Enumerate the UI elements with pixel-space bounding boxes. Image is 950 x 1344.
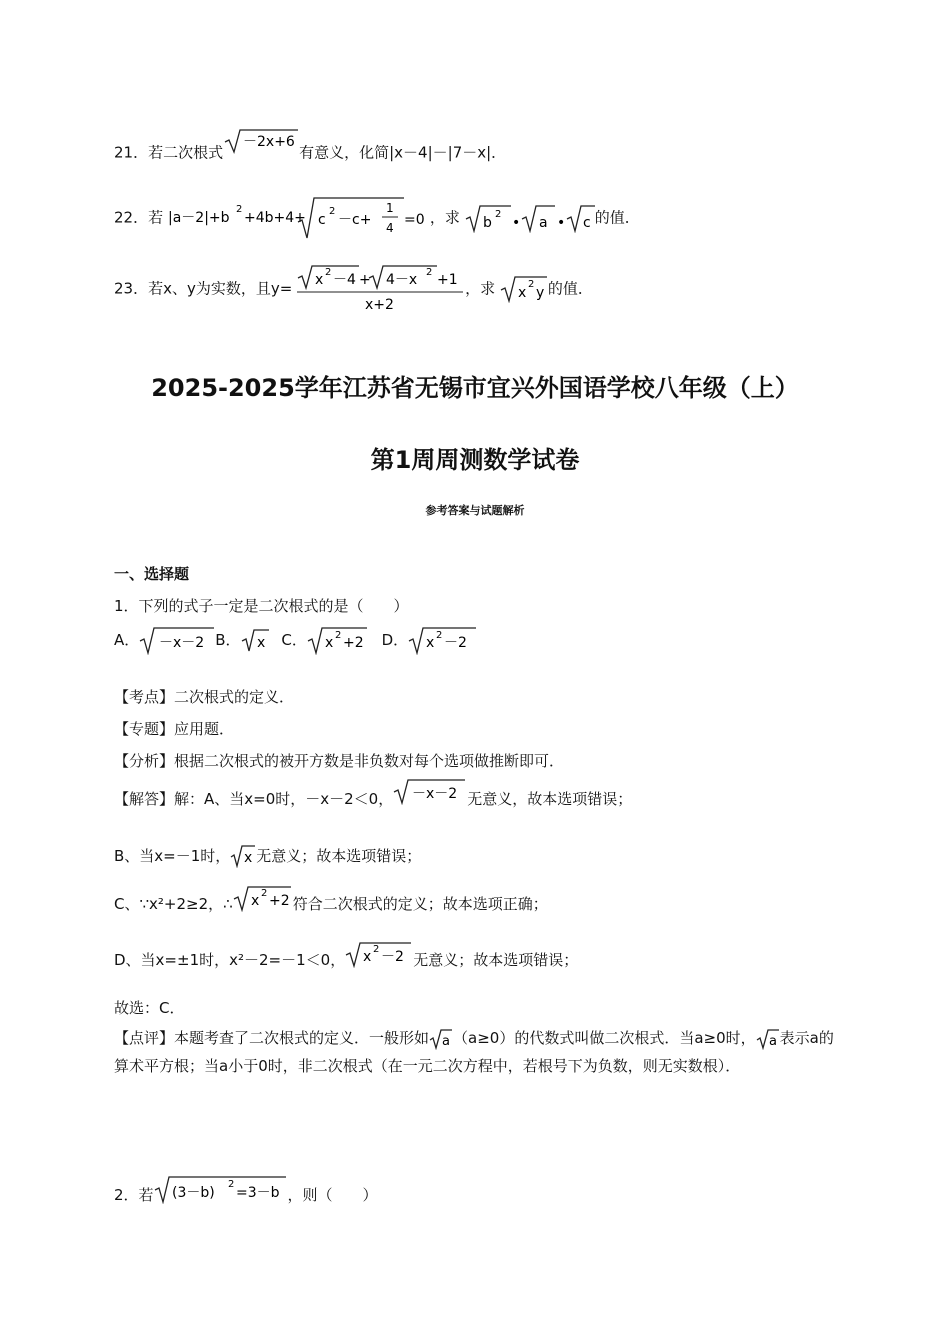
radicand: a [768, 1033, 777, 1049]
question-2 [114, 1180, 378, 1210]
answer-radical [345, 940, 413, 968]
radicand: x [324, 635, 334, 651]
question-text: ，则（ ） [287, 1186, 378, 1204]
comment-text: （a≥0）的代数式叫做二次根式．当a≥0时， [453, 1029, 756, 1047]
radicand-rest: +2 [268, 893, 290, 909]
radical-graphic [154, 1174, 288, 1204]
problem-text: ，求 [429, 208, 460, 227]
option-c-expression [307, 625, 369, 655]
option-a-expression [139, 625, 215, 655]
exponent: 2 [527, 279, 535, 290]
section-heading: 一、选择题 [114, 565, 190, 583]
zhuanti: 【专题】应用题． [114, 720, 235, 738]
comment-radical [756, 1028, 780, 1050]
radicand: a [442, 1033, 450, 1049]
radical-sign-icon [567, 206, 595, 231]
radicand-rest: －2 [444, 635, 468, 651]
answer-radical [393, 777, 467, 805]
option-c-label: C． [281, 631, 307, 649]
comment-radical [429, 1028, 453, 1050]
answer-text: 【解答】解：A、当x=0时，－x－2＜0， [114, 790, 394, 808]
rad-rest: －c+ [337, 212, 372, 228]
radical-graphic [500, 275, 548, 303]
radical-graphic [241, 627, 271, 653]
radicand: x [250, 893, 259, 909]
dot: • [556, 215, 565, 231]
frac-num: 1 [385, 201, 394, 215]
problem-number: 23． [114, 279, 149, 298]
exponent: 2 [325, 267, 332, 278]
problem-text: 有意义，化简|x－4|－|7－x|． [299, 143, 507, 162]
product-expression [465, 203, 595, 233]
radical-graphic [429, 1028, 453, 1050]
exponent: 2 [334, 630, 342, 641]
num-rest: －4 [333, 272, 356, 288]
exponent: 2 [227, 1179, 234, 1190]
answer-text: D、当x=±1时，x²－2=－1＜0， [114, 951, 346, 969]
num-plus-1: +1 [437, 272, 458, 288]
answer-text: B、当x=－1时， [114, 847, 231, 865]
guxuan: 故选：C． [114, 999, 185, 1017]
fraction-graphic [297, 264, 465, 314]
option-b-expression [241, 627, 271, 653]
exponent: 2 [436, 630, 443, 641]
exponent: 2 [373, 944, 380, 955]
denominator: x+2 [365, 297, 395, 313]
problem-text: 若x、y为实数，且y= [148, 279, 293, 298]
answer-radical [233, 884, 293, 912]
dianping [114, 1024, 839, 1080]
product-graphic [465, 203, 595, 233]
plus: + [359, 272, 371, 288]
radical-graphic [139, 625, 215, 655]
problem-number: 21． [114, 143, 149, 162]
problem-23 [114, 264, 593, 314]
rad-y: y [535, 285, 545, 301]
exponent: 2 [426, 267, 433, 278]
question-text: 2．若 [114, 1186, 154, 1204]
equation [168, 196, 430, 240]
option-a-label: A． [114, 631, 140, 649]
jieda-b [114, 844, 421, 868]
radicand: －x－2 [159, 635, 205, 651]
radicand: (3－b) [171, 1185, 215, 1201]
expr-a: |a－2|+b [167, 210, 230, 226]
problem-text: 若二次根式 [148, 143, 224, 162]
radicand: x [363, 949, 372, 965]
page-subtitle: 参考答案与试题解析 [425, 504, 525, 517]
dot: • [511, 215, 520, 231]
radical-graphic [230, 844, 256, 868]
rad-c: c [317, 212, 326, 228]
radicand-rest: =3－b [235, 1185, 280, 1201]
radicand-rest: －2 [381, 949, 405, 965]
answer-text: 无意义；故本选项错误； [413, 951, 579, 969]
option-d-expression [408, 625, 478, 655]
answer-text: 无意义；故本选项错误； [256, 847, 422, 865]
fenxi: 【分析】根据二次根式的被开方数是非负数对每个选项做推断即可． [114, 752, 565, 770]
equation-graphic [168, 196, 430, 240]
sqrt-expression [223, 128, 299, 154]
jieda-c [114, 890, 548, 918]
radicand-rest: +2 [342, 635, 364, 651]
radicand: x [426, 635, 435, 651]
exponent: 2 [235, 204, 243, 215]
jieda-a [114, 785, 632, 813]
radical-graphic [408, 625, 478, 655]
option-d-label: D． [381, 631, 409, 649]
radicand: x [256, 635, 265, 651]
comment-text: 【点评】本题考查了二次根式的定义．一般形如 [114, 1029, 430, 1047]
eq-zero: =0 [403, 212, 425, 228]
problem-number: 22． [114, 208, 149, 227]
radical-graphic [233, 884, 293, 912]
comment-text: 表示a的算术平方根；当a小于0时，非二次根式（在一元二次方程中，若根号下为负数，则无实数根）． [114, 1029, 834, 1075]
page-title: 2025-2025学年江苏省无锡市宜兴外国语学校八年级（上） [151, 374, 799, 402]
radicand: x [244, 850, 253, 866]
option-b-label: B． [215, 631, 241, 649]
answer-text: 符合二次根式的定义；故本选项正确； [292, 895, 548, 913]
fraction-expression [297, 264, 465, 314]
radical-graphic [393, 777, 467, 805]
radical-graphic [345, 940, 413, 968]
rad-a: a [538, 215, 548, 231]
page-title-line2: 第1周周测数学试卷 [370, 446, 580, 474]
rad-c: c [582, 215, 591, 231]
num-x: x [315, 272, 324, 288]
frac-den: 4 [385, 221, 394, 235]
kaodian: 【考点】二次根式的定义． [114, 688, 295, 706]
rad-x: x [517, 285, 527, 301]
exponent: 2 [494, 209, 502, 220]
radical-graphic [307, 625, 369, 655]
problem-text: ，求 [465, 279, 496, 298]
rad-b: b [482, 215, 492, 231]
radical-graphic [756, 1028, 780, 1050]
answer-radical [230, 844, 256, 868]
expr-b: +4b+4+ [243, 210, 306, 226]
problem-22 [114, 196, 640, 240]
question-1-options [114, 625, 478, 655]
answer-text: C、∵x²+2≥2，∴ [114, 895, 233, 913]
radicand: －x－2 [412, 786, 458, 802]
question-2-expression [154, 1174, 288, 1204]
exponent: 2 [260, 888, 268, 899]
answer-text: 无意义，故本选项错误； [467, 790, 633, 808]
radicand: －2x+6 [243, 134, 295, 150]
exponent: 2 [328, 206, 336, 217]
question-1-stem: 1．下列的式子一定是二次根式的是（ ） [114, 597, 409, 615]
num-4-x: 4－x [386, 272, 418, 288]
problem-text: 的值． [547, 279, 593, 298]
jieda-d [114, 946, 578, 974]
sqrt-x2y [500, 275, 548, 303]
problem-text: 若 [148, 208, 164, 227]
problem-text: 的值． [594, 208, 640, 227]
problem-21 [114, 134, 507, 166]
radical-sign-icon [223, 128, 299, 154]
